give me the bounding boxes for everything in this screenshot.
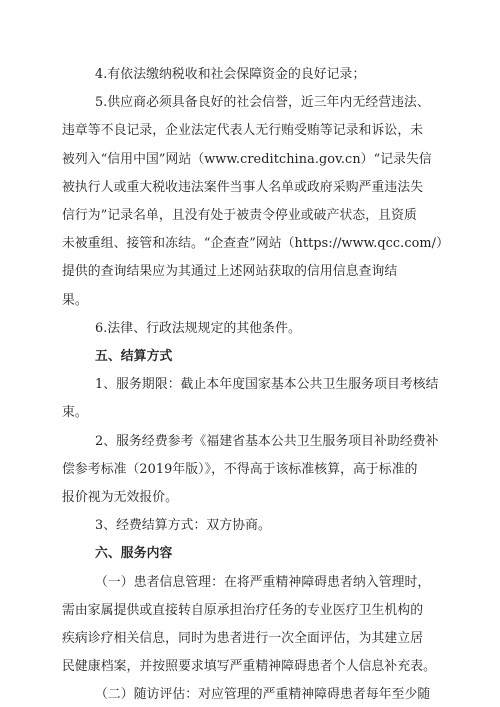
text-line-5: 被执行人或重大税收违法案件当事人名单或政府采购严重违法失 <box>62 179 424 195</box>
text-line-14: 2、服务经费参考《福建省基本公共卫生服务项目补助经费补 <box>95 433 439 449</box>
text-line-22: 民健康档案，并按照要求填写严重精神障碍患者个人信息补充表。 <box>62 659 437 675</box>
text-line-13: 束。 <box>62 405 88 421</box>
text-line-21: 疾病诊疗相关信息，同时为患者进行一次全面评估，为其建立居 <box>62 631 424 646</box>
section-heading-service-content: 六、服务内容 <box>95 546 173 562</box>
text-line-9: 果。 <box>62 292 88 308</box>
text-line-6: 信行为”记录名单，且没有处于被责令停业或破产状态，且资质 <box>62 208 417 223</box>
section-heading-settlement: 五、结算方式 <box>95 349 173 364</box>
text-line-8: 提供的查询结果应为其通过上述网站获取的信用信息查询结 <box>62 264 398 280</box>
text-line-23: （二）随访评估：对应管理的严重精神障碍患者每年至少随 <box>95 687 431 703</box>
text-line-10: 6.法律、行政法规规定的其他条件。 <box>95 320 301 336</box>
text-line-17: 3、经费结算方式：双方协商。 <box>95 518 271 534</box>
text-line-2: 5.供应商必须具备良好的社会信誉，近三年内无经营违法、 <box>95 95 430 111</box>
text-line-7: 未被重组、接管和冻结。“企查查”网站（https://www.qcc.com/） <box>62 236 449 252</box>
text-line-12: 1、服务期限：截止本年度国家基本公共卫生服务项目考核结 <box>95 377 439 393</box>
text-line-19: （一）患者信息管理：在将严重精神障碍患者纳入管理时， <box>95 574 431 590</box>
text-line-3: 违章等不良记录，企业法定代表人无行贿受贿等记录和诉讼，未 <box>62 123 424 139</box>
text-line-1: 4.有依法缴纳税收和社会保障资金的良好记录； <box>95 67 366 82</box>
text-line-20: 需由家属提供或直接转自原承担治疗任务的专业医疗卫生机构的 <box>62 602 424 618</box>
text-line-16: 报价视为无效报价。 <box>62 490 179 505</box>
text-line-4: 被列入“信用中国”网站（www.creditchina.gov.cn）“记录失信 <box>62 151 432 167</box>
text-line-15: 偿参考标准（2019年版）》，不得高于该标准核算，高于标准的 <box>62 461 418 477</box>
